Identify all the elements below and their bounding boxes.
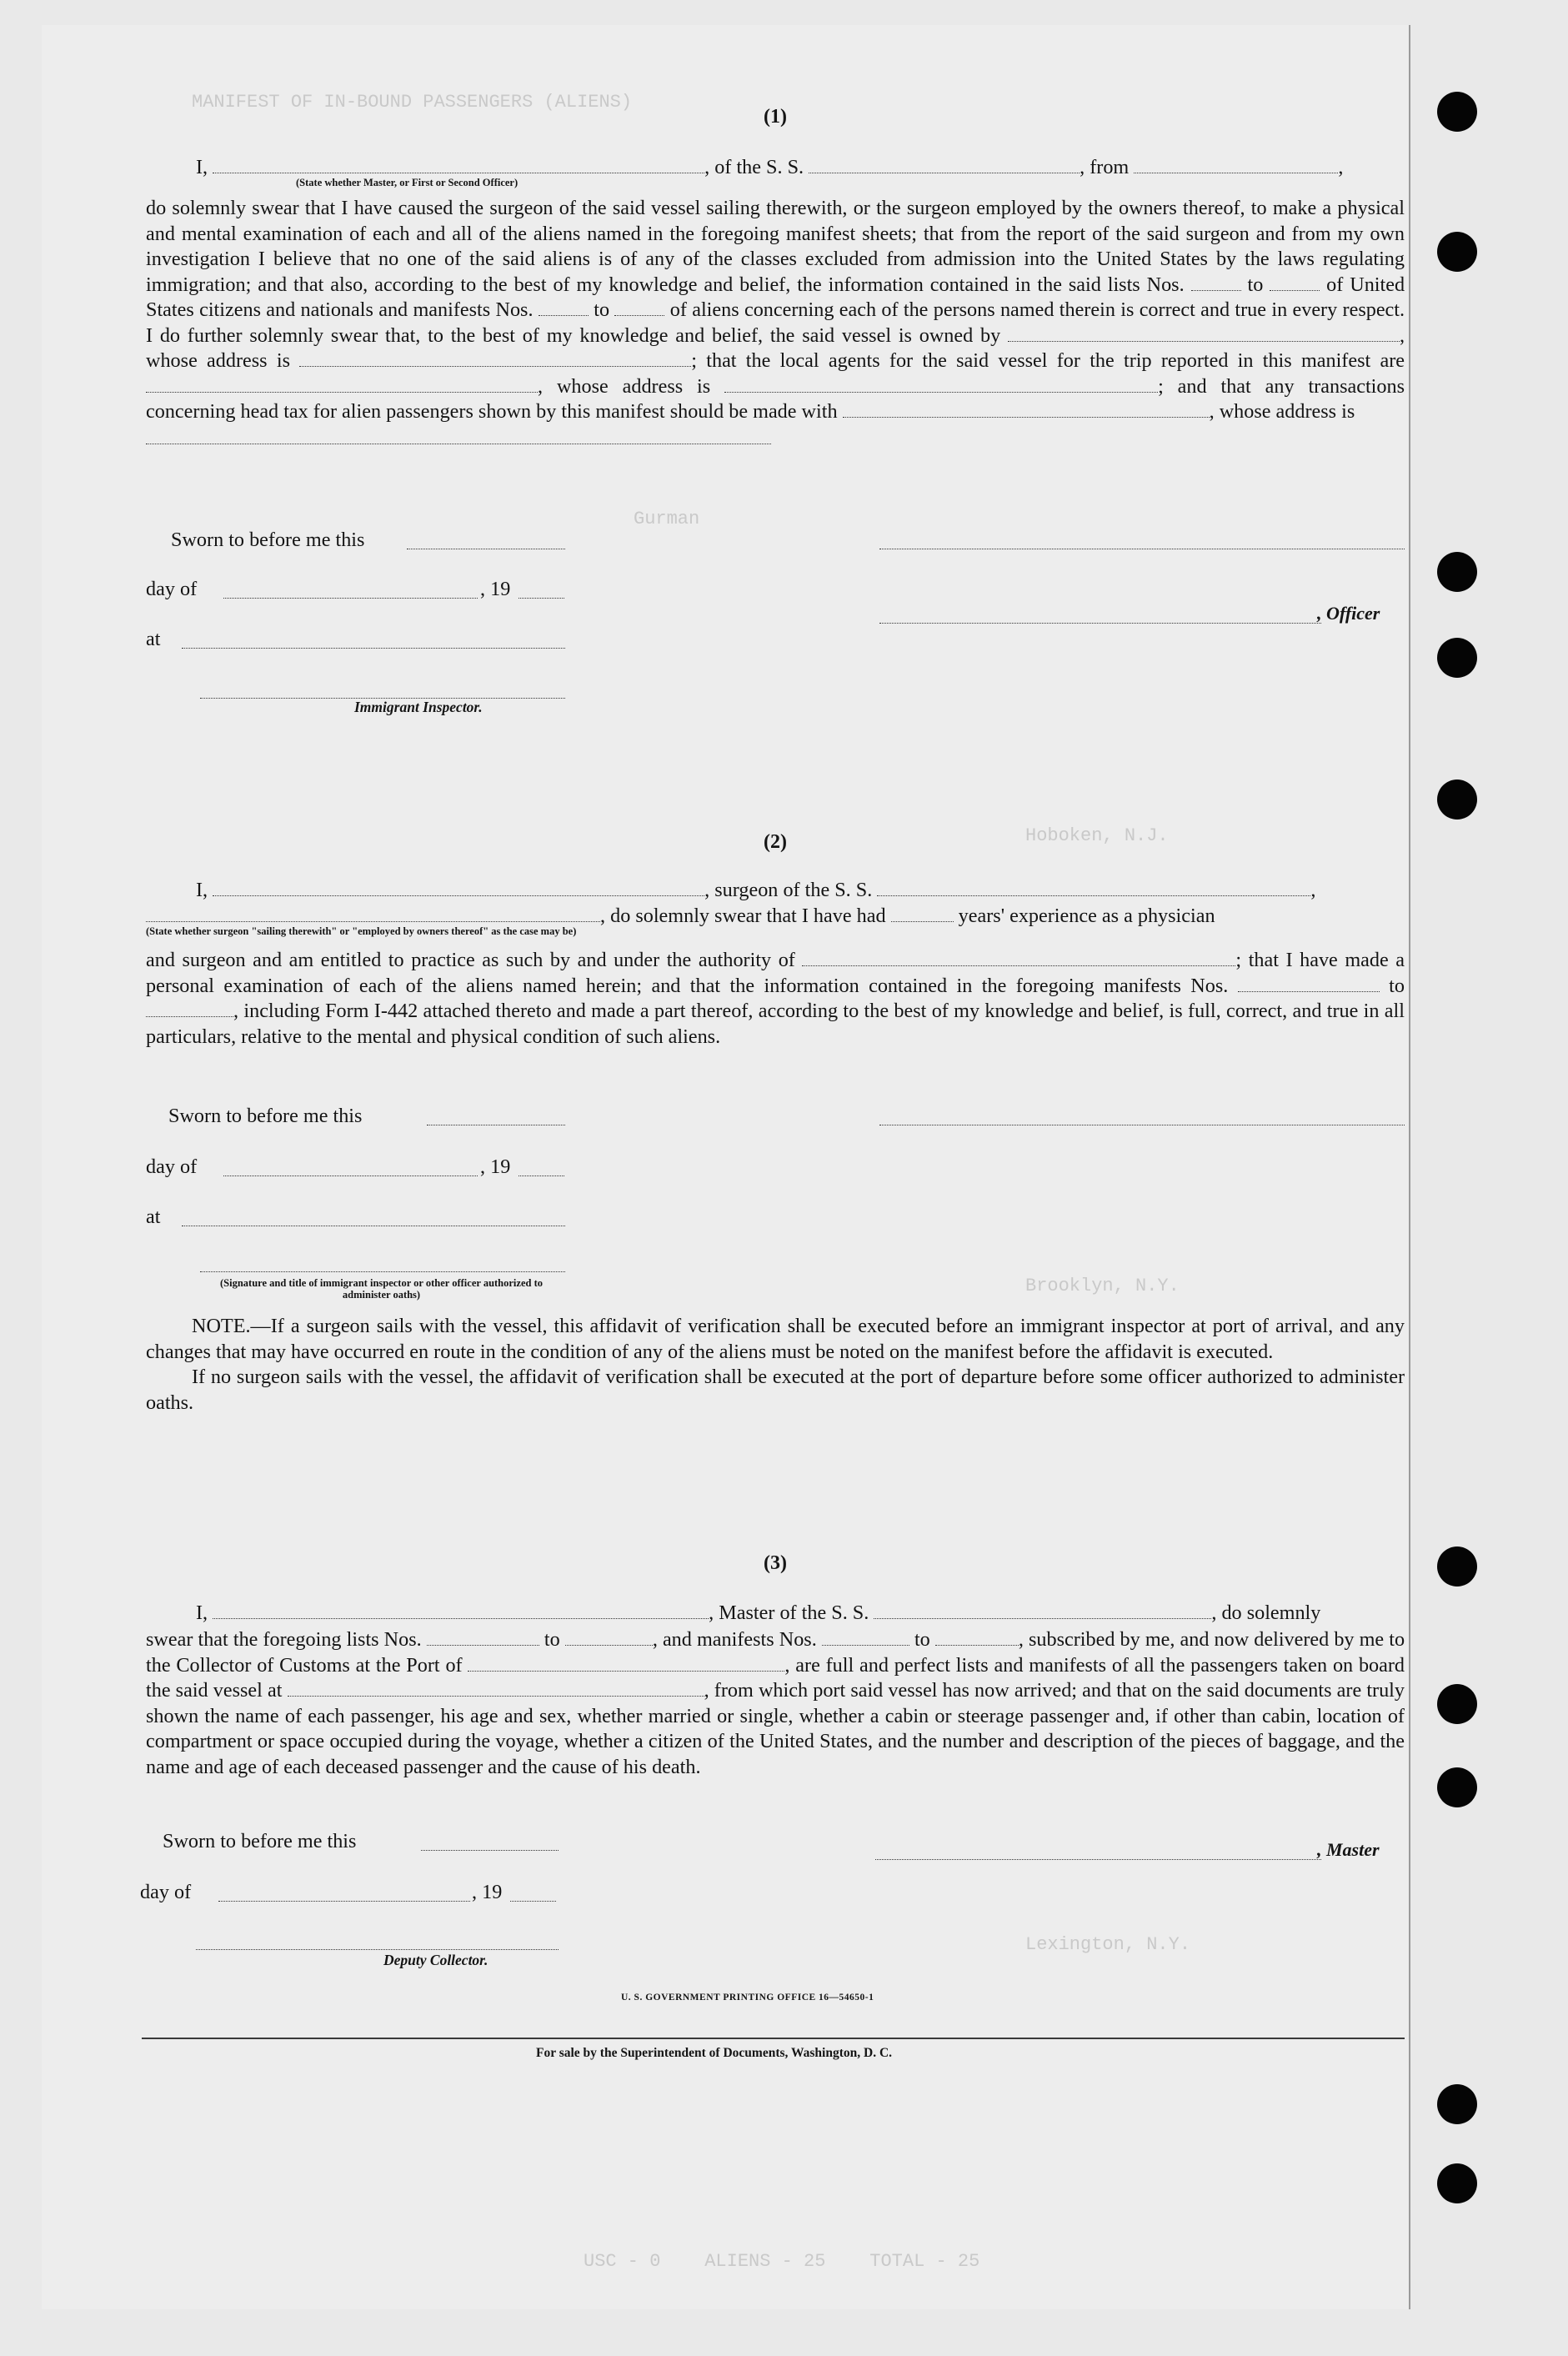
section-2-oath-line: I, , surgeon of the S. S. , xyxy=(196,879,1316,901)
bleed-through: MANIFEST OF IN-BOUND PASSENGERS (ALIENS) xyxy=(192,92,633,113)
footer-rule xyxy=(142,2038,1405,2039)
exam-text: that I have made a personal examination of each of the aliens named herein; and that the information contained in the foregoing manifests Nos. xyxy=(146,949,1405,997)
punch-hole xyxy=(1437,1684,1477,1724)
whose-address-label: whose address is xyxy=(556,374,711,398)
subscribed-text: , subscribed by me, and now xyxy=(1018,1628,1250,1651)
at-label: at xyxy=(146,628,161,650)
full-text: , are full and perfect lists and xyxy=(784,1653,1024,1677)
agents-field[interactable] xyxy=(146,375,538,393)
officer-title-field[interactable] xyxy=(879,621,1321,624)
authority-text: and surgeon and am entitled to practice as such by and under the authority of xyxy=(146,949,795,971)
section-3-number: (3) xyxy=(764,1552,787,1574)
section-1-number: (1) xyxy=(764,106,787,128)
to-label: to xyxy=(1247,273,1264,296)
manifests-from-field[interactable] xyxy=(539,298,589,316)
solemnly-label: , do solemnly xyxy=(1211,1602,1321,1624)
manifests-label: , and manifests Nos. xyxy=(652,1628,817,1651)
surgeon-caption: (State whether surgeon "sailing therewith" or "employed by owners thereof" as the case may be) xyxy=(146,925,577,937)
form-text: , including Form I-442 attached thereto and made a part thereof, according to the best of my knowledge and belief, is full, correct, and true in all particulars, relative to the mental and physical condition of such aliens. xyxy=(146,1000,1405,1048)
i-label: I, xyxy=(196,1602,208,1624)
section-1-oath-line: I, , of the S. S. , from , xyxy=(196,156,1344,178)
master-name-field[interactable] xyxy=(213,1602,709,1619)
vessel-name-field[interactable] xyxy=(809,156,1080,173)
inspector-caption: Immigrant Inspector. xyxy=(354,699,483,715)
head-tax-address-field[interactable] xyxy=(146,427,771,444)
body-rest-text: port said vessel has now arrived; and that on the said documents are truly shown the name of each passenger, his age and sex, whether married or single, whether a cabin or steerage passenger and, if other than cabin, location of compartment or space occupied during the voyage, whether a citizen of the United States, and the number and description of the pieces of baggage, and the name and age of each deceased passenger and the cause of his death. xyxy=(146,1679,1405,1778)
bleed-through: USC - 0 ALIENS - 25 TOTAL - 25 xyxy=(584,2251,980,2272)
at-label: at xyxy=(146,1206,161,1228)
from-which-text: , from which xyxy=(704,1679,809,1702)
surgeon-status-field[interactable] xyxy=(146,905,600,922)
place-field[interactable] xyxy=(182,646,565,649)
lists-to-field[interactable] xyxy=(1270,273,1320,291)
bleed-through: Gurman xyxy=(634,509,700,529)
manifests-to-field[interactable] xyxy=(614,298,664,316)
years-field[interactable] xyxy=(891,905,954,922)
officer-name-field[interactable] xyxy=(213,156,704,173)
bleed-through: Brooklyn, N.Y. xyxy=(1025,1276,1180,1296)
sworn-label: Sworn to before me this xyxy=(168,1105,363,1127)
place-field[interactable] xyxy=(182,1224,565,1226)
to-label: to xyxy=(594,298,610,321)
lists-from-field[interactable] xyxy=(427,1628,539,1646)
sworn-label: Sworn to before me this xyxy=(171,529,365,551)
head-tax-text: ; and that any transactions concerning head tax for alien passengers shown by this manifest should be made with xyxy=(146,374,1405,423)
surgeon-signature-field[interactable] xyxy=(879,1123,1405,1125)
punch-hole xyxy=(1437,638,1477,678)
month-field[interactable] xyxy=(223,1174,478,1176)
rank-caption: (State whether Master, or First or Second Officer) xyxy=(296,177,518,188)
deputy-collector-caption: Deputy Collector. xyxy=(383,1952,488,1968)
year-label: , 19 xyxy=(472,1881,503,1903)
swear-text: , do solemnly swear that I have had xyxy=(600,905,886,927)
punch-hole xyxy=(1437,1767,1477,1807)
section-2-number: (2) xyxy=(764,831,787,853)
master-label: , Master xyxy=(1317,1839,1380,1860)
whose-address-label: , whose address is xyxy=(146,323,1405,372)
agents-label: that the local agents for the said vessel for the trip reported in this manifest are xyxy=(706,349,1405,372)
sworn-date-field[interactable] xyxy=(407,547,565,549)
note-paragraph-2: If no surgeon sails with the vessel, the affidavit of verification shall be executed at the port of departure before some officer authorized to administer oaths. xyxy=(146,1366,1405,1414)
oath-officer-caption: (Signature and title of immigrant inspector or other officer authorized to administer oaths) xyxy=(220,1277,543,1301)
printer-imprint: U. S. GOVERNMENT PRINTING OFFICE 16—54650-1 xyxy=(621,1993,874,2003)
note-paragraph-1: NOTE.—If a surgeon sails with the vessel, this affidavit of verification shall be executed before an immigrant inspector at port of arrival, and any changes that may have occurred en route in the condition of any of the aliens must be noted on the manifest before the affidavit is executed. xyxy=(146,1315,1405,1363)
embarkation-port-field[interactable] xyxy=(288,1679,704,1697)
owner-field[interactable] xyxy=(1008,324,1400,342)
section-3-oath-line xyxy=(196,1601,1405,1627)
year-label: , 19 xyxy=(480,578,511,600)
punch-hole xyxy=(1437,2084,1477,2124)
punch-hole xyxy=(1437,552,1477,592)
to-label: to xyxy=(544,1628,560,1651)
vessel-name-field[interactable] xyxy=(877,879,1310,896)
sworn-date-field[interactable] xyxy=(427,1123,565,1125)
year-field[interactable] xyxy=(518,1174,564,1176)
year-field[interactable] xyxy=(510,1899,556,1902)
section-1-body: do solemnly swear that I have caused the surgeon of the said vessel sailing therewith, or the surgeon employed by the owners thereof, to make a physical and mental examination of each and all of the aliens named in the foregoing manifest sheets; that from the report of the said surgeon and from my own investigation I believe that no one of the said aliens is of any of the classes excluded from admission into the United States by the laws regulating immigration; and that also, according to the best of my knowledge and belief, the information contained in the said lists Nos. to of United States citizens and nationals and manifests Nos. to of aliens concerning each of the persons named therein is correct and true in every respect. I do further solemnly swear that, to the best of my knowledge and belief, the said vessel is owned by , whose address is ; that the local agents for the said vessel for the trip reported in this manifest are , whose address is ; and that any transactions concerning head tax for alien passengers shown by this manifest should be made with , whose address is xyxy=(146,197,1405,423)
authority-field[interactable] xyxy=(802,949,1235,966)
section-2-body: and surgeon and am entitled to practice as such by and under the authority of ; that I have made a personal examination of each of the aliens named herein; and that the information contained in the foregoing manifests Nos. to , including Form I-442 attached thereto and made a part thereof, according to the best of my knowledge and belief, is full, correct, and true in all particulars, relative to the mental and physical condition of such aliens. xyxy=(146,949,1405,1048)
from-label: , from xyxy=(1080,156,1130,178)
month-field[interactable] xyxy=(218,1899,470,1902)
collector-signature-field[interactable] xyxy=(196,1947,559,1950)
surgeon-of-label: , surgeon of the S. S. xyxy=(704,879,873,901)
lists-from-field[interactable] xyxy=(1191,273,1241,291)
punch-hole xyxy=(1437,232,1477,272)
officer-signature-field[interactable] xyxy=(879,547,1405,549)
bleed-through: Lexington, N.Y. xyxy=(1025,1934,1191,1955)
agents-address-field[interactable] xyxy=(724,375,1158,393)
punch-hole xyxy=(1437,1546,1477,1587)
month-field[interactable] xyxy=(223,596,478,599)
day-of-label: day of xyxy=(140,1881,192,1903)
origin-port-field[interactable] xyxy=(1134,156,1338,173)
day-of-label: day of xyxy=(146,578,198,600)
manifests-from-field[interactable] xyxy=(822,1628,909,1646)
i-label: I, xyxy=(196,156,208,178)
punch-hole xyxy=(1437,2163,1477,2203)
to-label: to xyxy=(914,1628,930,1651)
punch-hole xyxy=(1437,779,1477,820)
experience-text: years' experience as a physician xyxy=(958,905,1215,927)
master-signature-field[interactable] xyxy=(875,1857,1321,1860)
year-field[interactable] xyxy=(518,596,564,599)
sworn-date-field[interactable] xyxy=(421,1848,559,1851)
para-b: of United States citizens and nationals and manifests Nos. xyxy=(146,273,1405,321)
officer-label: , Officer xyxy=(1317,603,1380,624)
delivered-text: delivered by me to the Collector of Customs at the Port of xyxy=(146,1628,1405,1677)
section-3-body xyxy=(146,1627,1405,1780)
para-a: do solemnly swear that I have caused the surgeon of the said vessel sailing therewith, or the surgeon employed by the owners thereof, to make a physical and mental examination of each and all of the aliens named in the foregoing manifest sheets; that from the report of the said surgeon and from my own investigation I believe that no one of the said aliens is of any of the classes excluded from admission into the United States by the laws regulating immigration; and that also, according to the best of my knowledge and belief, the information contained in the said lists Nos. xyxy=(146,197,1405,296)
manifests-to-field[interactable] xyxy=(146,1000,233,1017)
punch-hole xyxy=(1437,92,1477,132)
sworn-label: Sworn to before me this xyxy=(163,1830,357,1852)
manifests-from-field[interactable] xyxy=(1238,975,1380,992)
bleed-through: Hoboken, N.J. xyxy=(1025,825,1169,846)
lists-to-field[interactable] xyxy=(565,1628,653,1646)
vessel-name-field[interactable] xyxy=(874,1602,1211,1619)
owner-address-field[interactable] xyxy=(299,349,691,367)
head-tax-agent-field[interactable] xyxy=(843,400,1210,418)
surgeon-name-field[interactable] xyxy=(213,879,704,896)
port-field[interactable] xyxy=(468,1654,784,1672)
to-label: to xyxy=(1389,974,1405,997)
day-of-label: day of xyxy=(146,1155,198,1178)
whose-address-label: , whose address is xyxy=(1209,400,1355,423)
sale-notice: For sale by the Superintendent of Documents, Washington, D. C. xyxy=(536,2046,893,2060)
of-ss-label: , of the S. S. xyxy=(704,156,804,178)
note-block xyxy=(146,1314,1405,1416)
manifests-of-text: manifests of all the passengers taken on board the said vessel at xyxy=(146,1653,1405,1702)
master-of-label: , Master of the S. S. xyxy=(709,1602,869,1624)
manifests-to-field[interactable] xyxy=(935,1628,1019,1646)
i-label: I, xyxy=(196,879,208,901)
year-label: , 19 xyxy=(480,1155,511,1178)
inspector-signature-field[interactable] xyxy=(200,1270,565,1272)
para-c: of aliens concerning each of the persons named therein is correct and true in every respect. I do further solemnly swear that, to the best of my knowledge and belief, the said vessel is owned by xyxy=(146,298,1405,347)
swear-text: swear that the foregoing lists Nos. xyxy=(146,1628,422,1651)
